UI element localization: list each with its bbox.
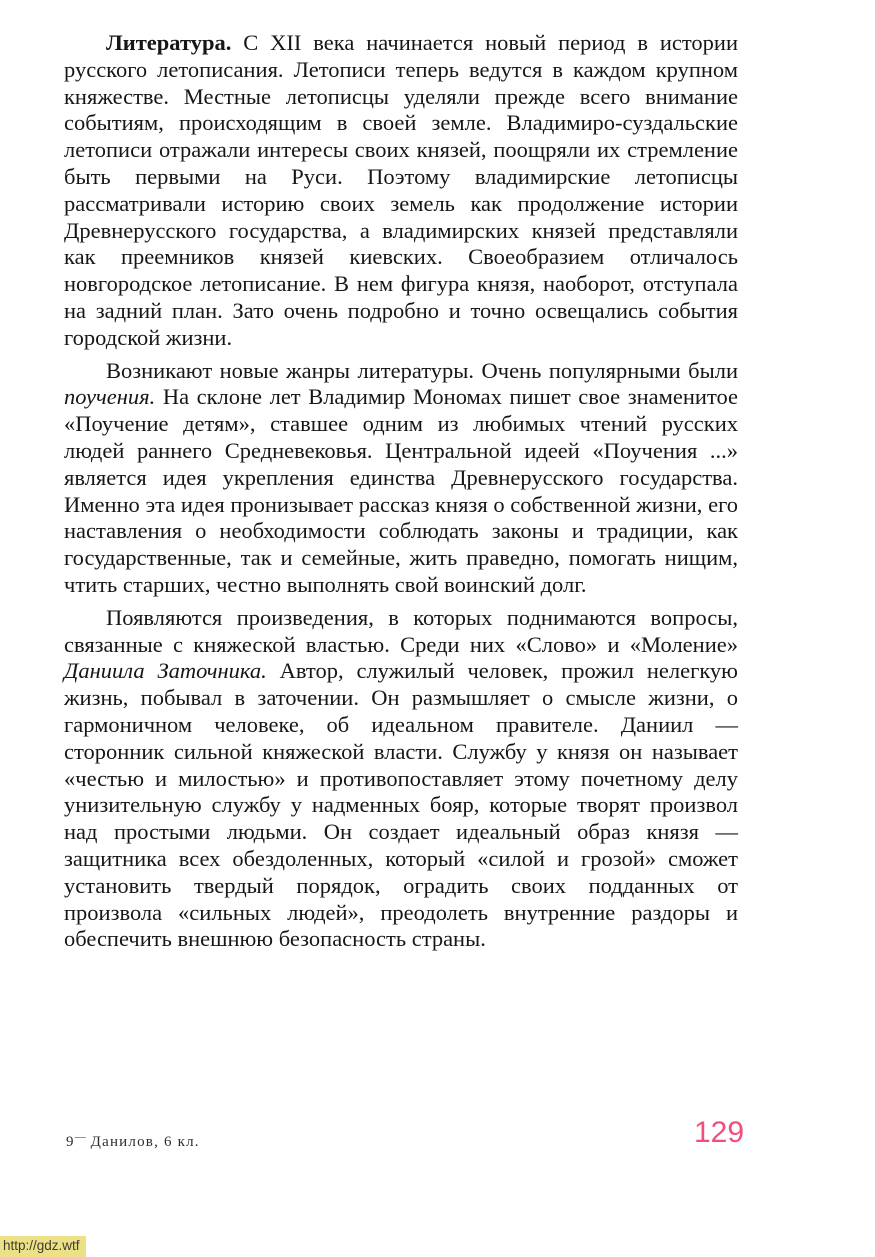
paragraph-new-genres — [64, 358, 738, 599]
paragraph-text: Автор, служилый человек, прожил нелегкую жизнь, побывал в заточении. Он размышляет о смысле жизни, о гармоничном человеке, об идеальном правителе. Даниил — сторонник сильной княжеской власти. Службу у князя он называет «честью и милостью» и противопоставляет этому почетному делу унизительную службу у надменных бояр, которые творят произвол над простыми людьми. Он создает идеальный образ князя — защитника всех обездоленных, который «силой и грозой» сможет установить твердый порядок, оградить своих подданных от произвола «сильных людей», преодолеть внутренние раздоры и обеспечить внешнюю безопасность страны. — [64, 658, 738, 952]
watermark-url: http://gdz.wtf — [0, 1236, 86, 1257]
imprint-note — [66, 1131, 200, 1151]
paragraph-daniil-zatochnik — [64, 605, 738, 953]
imprint-author-text: Данилов, 6 кл. — [85, 1134, 200, 1150]
italic-term-daniil: Даниила Заточника. — [64, 658, 267, 684]
italic-term-pouchenija: поучения. — [64, 384, 156, 410]
paragraph-text: На склоне лет Владимир Мономах пишет свое знаменитое «Поучение детям», ставшее одним из любимых чтений русских людей раннего Средневековья. Центральной идеей «Поучения ...» является идея укрепления единства Древнерусского государства. Именно эта идея пронизывает рассказ князя о собственной жизни, его наставления о необходимости соблюдать законы и традиции, как государственные, так и семейные, жить праведно, помогать нищим, чтить старших, честно выполнять свой воинский долг. — [64, 384, 738, 597]
paragraph-chronicles — [64, 30, 738, 352]
imprint-signature-number: 9 — [66, 1134, 75, 1150]
paragraph-text: Возникают новые жанры литературы. Очень популярными были — [106, 357, 738, 383]
page-number: 129 — [694, 1116, 745, 1149]
body-text — [64, 30, 738, 959]
paragraph-lead-word: Литература. — [106, 30, 244, 55]
paragraph-text: С XII века начинается новый период в истории русского летописания. Летописи теперь ведутся в каждом крупном княжестве. Местные летописцы уделяли прежде всего внимание событиям, происходящим в своей земле. Владимиро-суздальские летописи отражали интересы своих князей, поощряли их стремление быть первыми на Руси. Поэтому владимирские летописцы рассматривали историю своих земель как продолжение истории Древнерусского государства, а владимирских князей представляли как преемников князей киевских. Своеобразием отличалось новгородское летописание. В нем фигура князя, наоборот, отступала на задний план. Зато очень подробно и точно освещались события городской жизни. — [64, 30, 739, 350]
paragraph-text: Появляются произведения, в которых поднимаются вопросы, связанные с княжеской властью. Среди них «Слово» и «Моление» — [64, 604, 738, 657]
imprint-superscript-dash: — — [74, 1131, 86, 1143]
